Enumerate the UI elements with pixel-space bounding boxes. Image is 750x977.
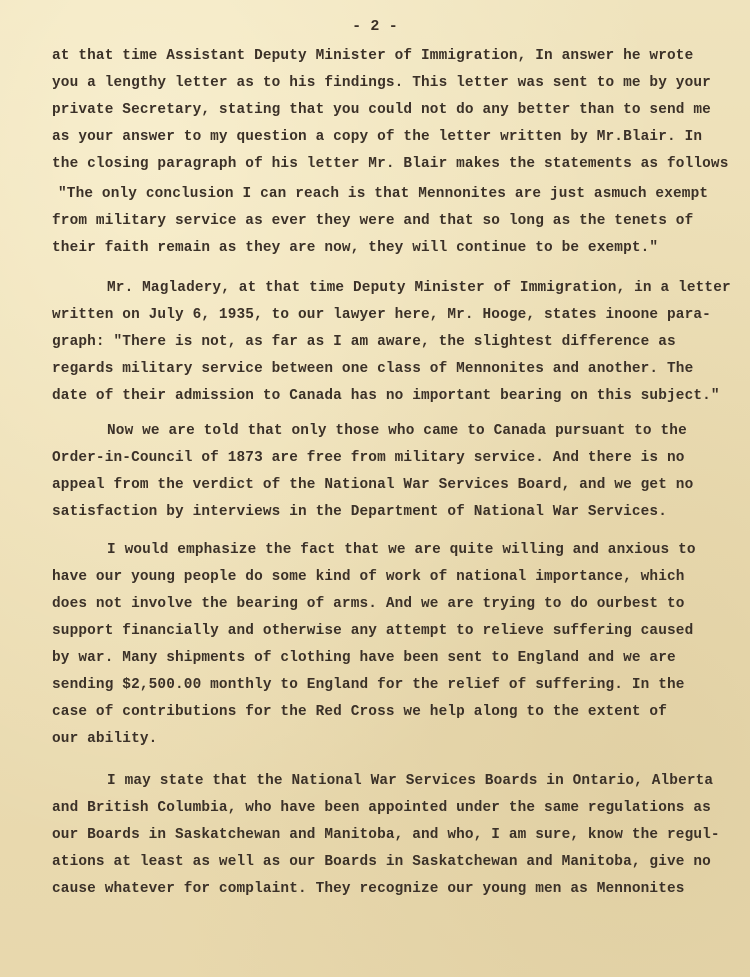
text-line: ations at least as well as our Boards in Saskatchewan and Manitoba, give no xyxy=(52,854,711,870)
text-line: regards military service between one class of Mennonites and another. The xyxy=(52,361,694,377)
text-line: graph: "There is not, as far as I am aware, the slightest difference as xyxy=(52,334,676,350)
text-line: private Secretary, stating that you could not do any better than to send me xyxy=(52,102,711,118)
text-line: case of contributions for the Red Cross we help along to the extent of xyxy=(52,704,668,720)
text-line: Now we are told that only those who came to Canada pursuant to the xyxy=(107,423,687,439)
text-line: satisfaction by interviews in the Department of National War Services. xyxy=(52,504,668,520)
text-line: and British Columbia, who have been appointed under the same regulations as xyxy=(52,800,711,816)
text-line: support financially and otherwise any attempt to relieve suffering caused xyxy=(52,623,694,639)
text-line: Mr. Magladery, at that time Deputy Minister of Immigration, in a letter xyxy=(107,280,731,296)
text-line: you a lengthy letter as to his findings. This letter was sent to me by your xyxy=(52,75,711,91)
text-line: date of their admission to Canada has no important bearing on this subject." xyxy=(52,388,720,404)
text-line: have our young people do some kind of work of national importance, which xyxy=(52,569,685,585)
text-line: their faith remain as they are now, they will continue to be exempt." xyxy=(52,240,659,256)
text-line: our ability. xyxy=(52,731,158,747)
text-line: by war. Many shipments of clothing have been sent to England and we are xyxy=(52,650,676,666)
text-line: I would emphasize the fact that we are quite willing and anxious to xyxy=(107,542,696,558)
text-line: as your answer to my question a copy of the letter written by Mr.Blair. In xyxy=(52,129,703,145)
text-line: I may state that the National War Services Boards in Ontario, Alberta xyxy=(107,773,714,789)
text-line: Order-in-Council of 1873 are free from military service. And there is no xyxy=(52,450,685,466)
text-line: written on July 6, 1935, to our lawyer here, Mr. Hooge, states inoone para- xyxy=(52,307,711,323)
text-line: does not involve the bearing of arms. And we are trying to do ourbest to xyxy=(52,596,685,612)
text-line: our Boards in Saskatchewan and Manitoba, and who, I am sure, know the regul- xyxy=(52,827,720,843)
text-line: appeal from the verdict of the National War Services Board, and we get no xyxy=(52,477,694,493)
text-line: "The only conclusion I can reach is that Mennonites are just asmuch exempt xyxy=(58,186,709,202)
text-line: sending $2,500.00 monthly to England for the relief of suffering. In the xyxy=(52,677,685,693)
page-number: - 2 - xyxy=(352,18,398,35)
text-line: from military service as ever they were and that so long as the tenets of xyxy=(52,213,694,229)
text-line: the closing paragraph of his letter Mr. Blair makes the statements as follows xyxy=(52,156,729,172)
text-line: cause whatever for complaint. They recognize our young men as Mennonites xyxy=(52,881,685,897)
text-line: at that time Assistant Deputy Minister of Immigration, In answer he wrote xyxy=(52,48,694,64)
